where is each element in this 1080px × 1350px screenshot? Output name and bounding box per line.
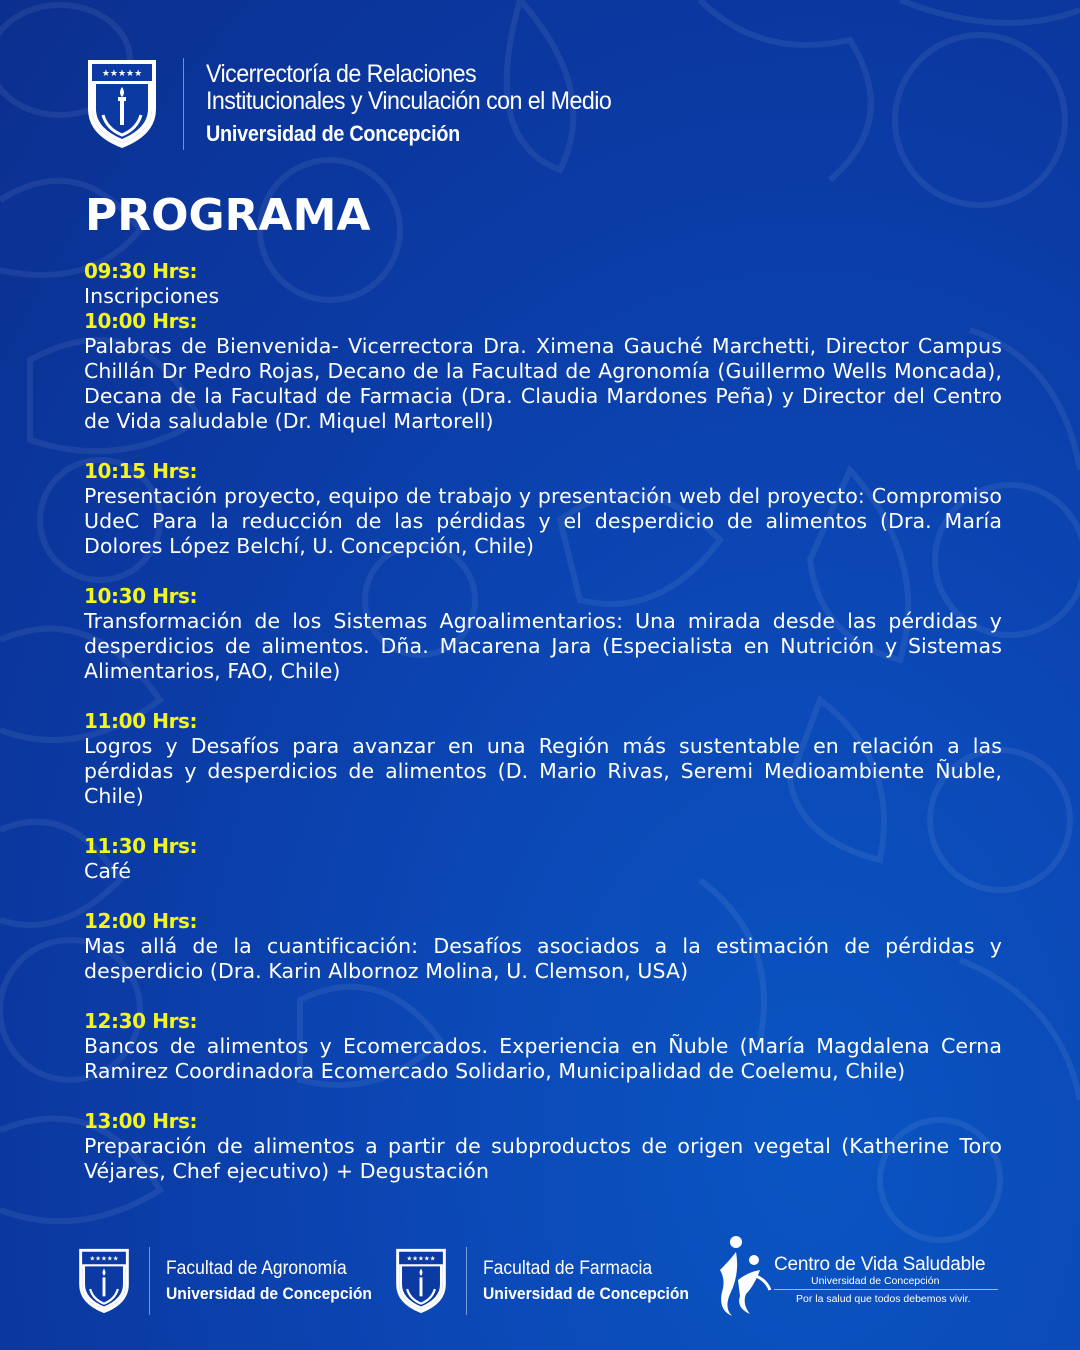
program-description: Mas allá de la cuantificación: Desafíos asociados a la estimación de pérdidas y desperdicio (Dra. Karin Albornoz Molina, U. Clemson, USA) xyxy=(84,934,1002,983)
program-time: 09:30 Hrs: xyxy=(84,259,198,283)
udec-shield-icon xyxy=(77,1246,131,1316)
program-item xyxy=(84,1009,1002,1084)
cvs-tagline: Por la salud que todos debemos vivir. xyxy=(796,1293,971,1305)
program-item xyxy=(84,1109,1002,1184)
page-title: PROGRAMA xyxy=(85,190,371,241)
header-line-2: Institucionales y Vinculación con el Medio xyxy=(206,87,612,115)
svg-text:★★★★★: ★★★★★ xyxy=(101,69,143,79)
footer-farmacia xyxy=(394,1246,707,1316)
program-item xyxy=(84,584,1002,684)
program-time: 11:30 Hrs: xyxy=(84,834,198,858)
program-item xyxy=(84,709,1002,809)
program-time: 12:30 Hrs: xyxy=(84,1009,198,1033)
footer-university-name: Universidad de Concepción xyxy=(166,1284,372,1303)
header-university: Universidad de Concepción xyxy=(206,121,461,146)
program-time: 10:00 Hrs: xyxy=(84,309,198,333)
program-description: Transformación de los Sistemas Agroalimentarios: Una mirada desde las pérdidas y desperdicios de alimentos. Dña. Macarena Jara (Especialista en Nutrición y Sistemas Alimentarios, FAO, Chile) xyxy=(84,609,1002,683)
header-divider xyxy=(183,58,184,150)
footer-divider xyxy=(466,1247,467,1315)
footer-faculty-name: Facultad de Agronomía xyxy=(166,1258,347,1279)
cvs-title: Centro de Vida Saludable xyxy=(774,1254,986,1275)
program-description: Inscripciones xyxy=(84,284,220,308)
header-text xyxy=(206,61,642,147)
program-time: 13:00 Hrs: xyxy=(84,1109,198,1133)
program-item xyxy=(84,259,1002,309)
header-line-1: Vicerrectoría de Relaciones xyxy=(206,60,477,88)
program-description: Presentación proyecto, equipo de trabajo y presentación web del proyecto: Compromiso UdeC Para la reducción de las pérdidas y el desperdicio de alimentos (Dra. María Dolores López Belchí, U. Concepción, Chile) xyxy=(84,484,1002,558)
cvs-divider xyxy=(774,1289,998,1290)
header xyxy=(85,56,642,152)
svg-text:★★★★★: ★★★★★ xyxy=(89,1254,119,1263)
svg-text:★★★★★: ★★★★★ xyxy=(406,1254,436,1263)
udec-shield-icon xyxy=(394,1246,448,1316)
program-item xyxy=(84,834,1002,884)
program-item xyxy=(84,309,1002,434)
program-description: Café xyxy=(84,859,132,883)
footer-divider xyxy=(149,1247,150,1315)
program-list xyxy=(84,259,1002,1209)
program-item xyxy=(84,459,1002,559)
program-description: Preparación de alimentos a partir de subproductos de origen vegetal (Katherine Toro Véjares, Chef ejecutivo) + Degustación xyxy=(84,1134,1002,1183)
program-time: 10:15 Hrs: xyxy=(84,459,198,483)
footer-faculty-name: Facultad de Farmacia xyxy=(483,1258,653,1279)
program-item xyxy=(84,909,1002,984)
program-description: Bancos de alimentos y Ecomercados. Experiencia en Ñuble (María Magdalena Cerna Ramirez Coordinadora Ecomercado Solidario, Municipalidad de Coelemu, Chile) xyxy=(84,1034,1002,1083)
footer-centro-vida-saludable xyxy=(716,1230,1006,1320)
udec-shield-icon xyxy=(85,57,159,151)
program-time: 10:30 Hrs: xyxy=(84,584,198,608)
program-time: 11:00 Hrs: xyxy=(84,709,198,733)
program-time: 12:00 Hrs: xyxy=(84,909,198,933)
program-description: Logros y Desafíos para avanzar en una Región más sustentable en relación a las pérdidas y desperdicios de alimentos (D. Mario Rivas, Seremi Medioambiente Ñuble, Chile) xyxy=(84,734,1002,808)
footer-university-name: Universidad de Concepción xyxy=(483,1284,689,1303)
cvs-figure-icon xyxy=(716,1230,772,1318)
program-description: Palabras de Bienvenida- Vicerrectora Dra. Ximena Gauché Marchetti, Director Campus Chillán Dr Pedro Rojas, Decano de la Facultad de Agronomía (Guillermo Wells Moncada), Decana de la Facultad de Farmacia (Dra. Claudia Mardones Peña) y Director del Centro de Vida saludable (Dr. Miquel Martorell) xyxy=(84,334,1002,433)
footer-agronomia xyxy=(77,1246,390,1316)
cvs-university: Universidad de Concepción xyxy=(811,1275,940,1287)
